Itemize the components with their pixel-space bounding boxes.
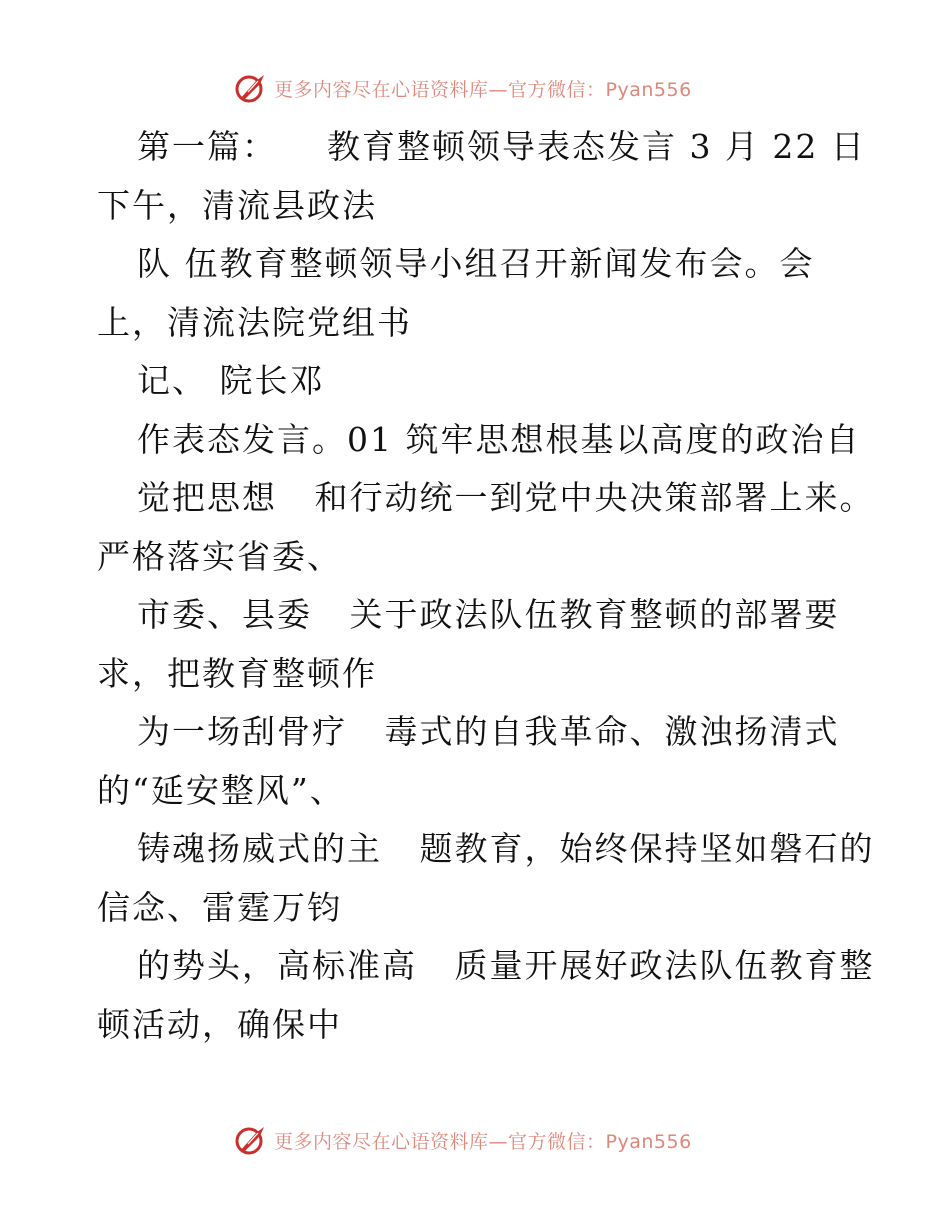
header-banner-text: 更多内容尽在心语资料库—官方微信：Pyan556 [274, 78, 692, 101]
document-line: 铸魂扬威式的主 题教育，始终保持坚如磐石的 [137, 829, 875, 868]
document-line: 第一篇： 教育整顿领导表态发言 3 月 22 日 [137, 127, 866, 166]
document-line: 求，把教育整顿作 [97, 653, 377, 693]
footer-banner-text: 更多内容尽在心语资料库—官方微信：Pyan556 [274, 1130, 692, 1153]
document-line: 的势头，高标准高 质量开展好政法队伍教育整 [137, 946, 875, 985]
document-line: 严格落实省委、 [97, 536, 342, 576]
document-line: 觉把思想 和行动统一到党中央决策部署上来。 [137, 478, 875, 517]
document-line: 信念、雷霆万钧 [97, 887, 342, 927]
header-banner-content [234, 72, 692, 104]
document-line: 为一场刮骨疗 毒式的自我革命、激浊扬清式 [137, 712, 840, 751]
document-line: 作表态发言。01 筑牢思想根基以高度的政治自 [137, 419, 861, 459]
footer-banner [0, 1120, 950, 1160]
header-banner [0, 68, 950, 108]
document-line: 记、 院长邓 [137, 361, 325, 400]
quill-pen-circle-icon [234, 1124, 268, 1156]
footer-banner-content [234, 1124, 692, 1156]
document-line: 队 伍教育整顿领导小组召开新闻发布会。会 [137, 244, 815, 283]
document-line: 的“延安整风”、 [97, 770, 345, 810]
document-line: 市委、县委 关于政法队伍教育整顿的部署要 [137, 595, 840, 634]
document-line: 上，清流法院党组书 [97, 302, 412, 342]
quill-pen-circle-icon [234, 72, 268, 104]
document-line: 顿活动，确保中 [97, 1004, 342, 1044]
document-line: 下午，清流县政法 [97, 185, 377, 225]
document-body [97, 118, 875, 1054]
